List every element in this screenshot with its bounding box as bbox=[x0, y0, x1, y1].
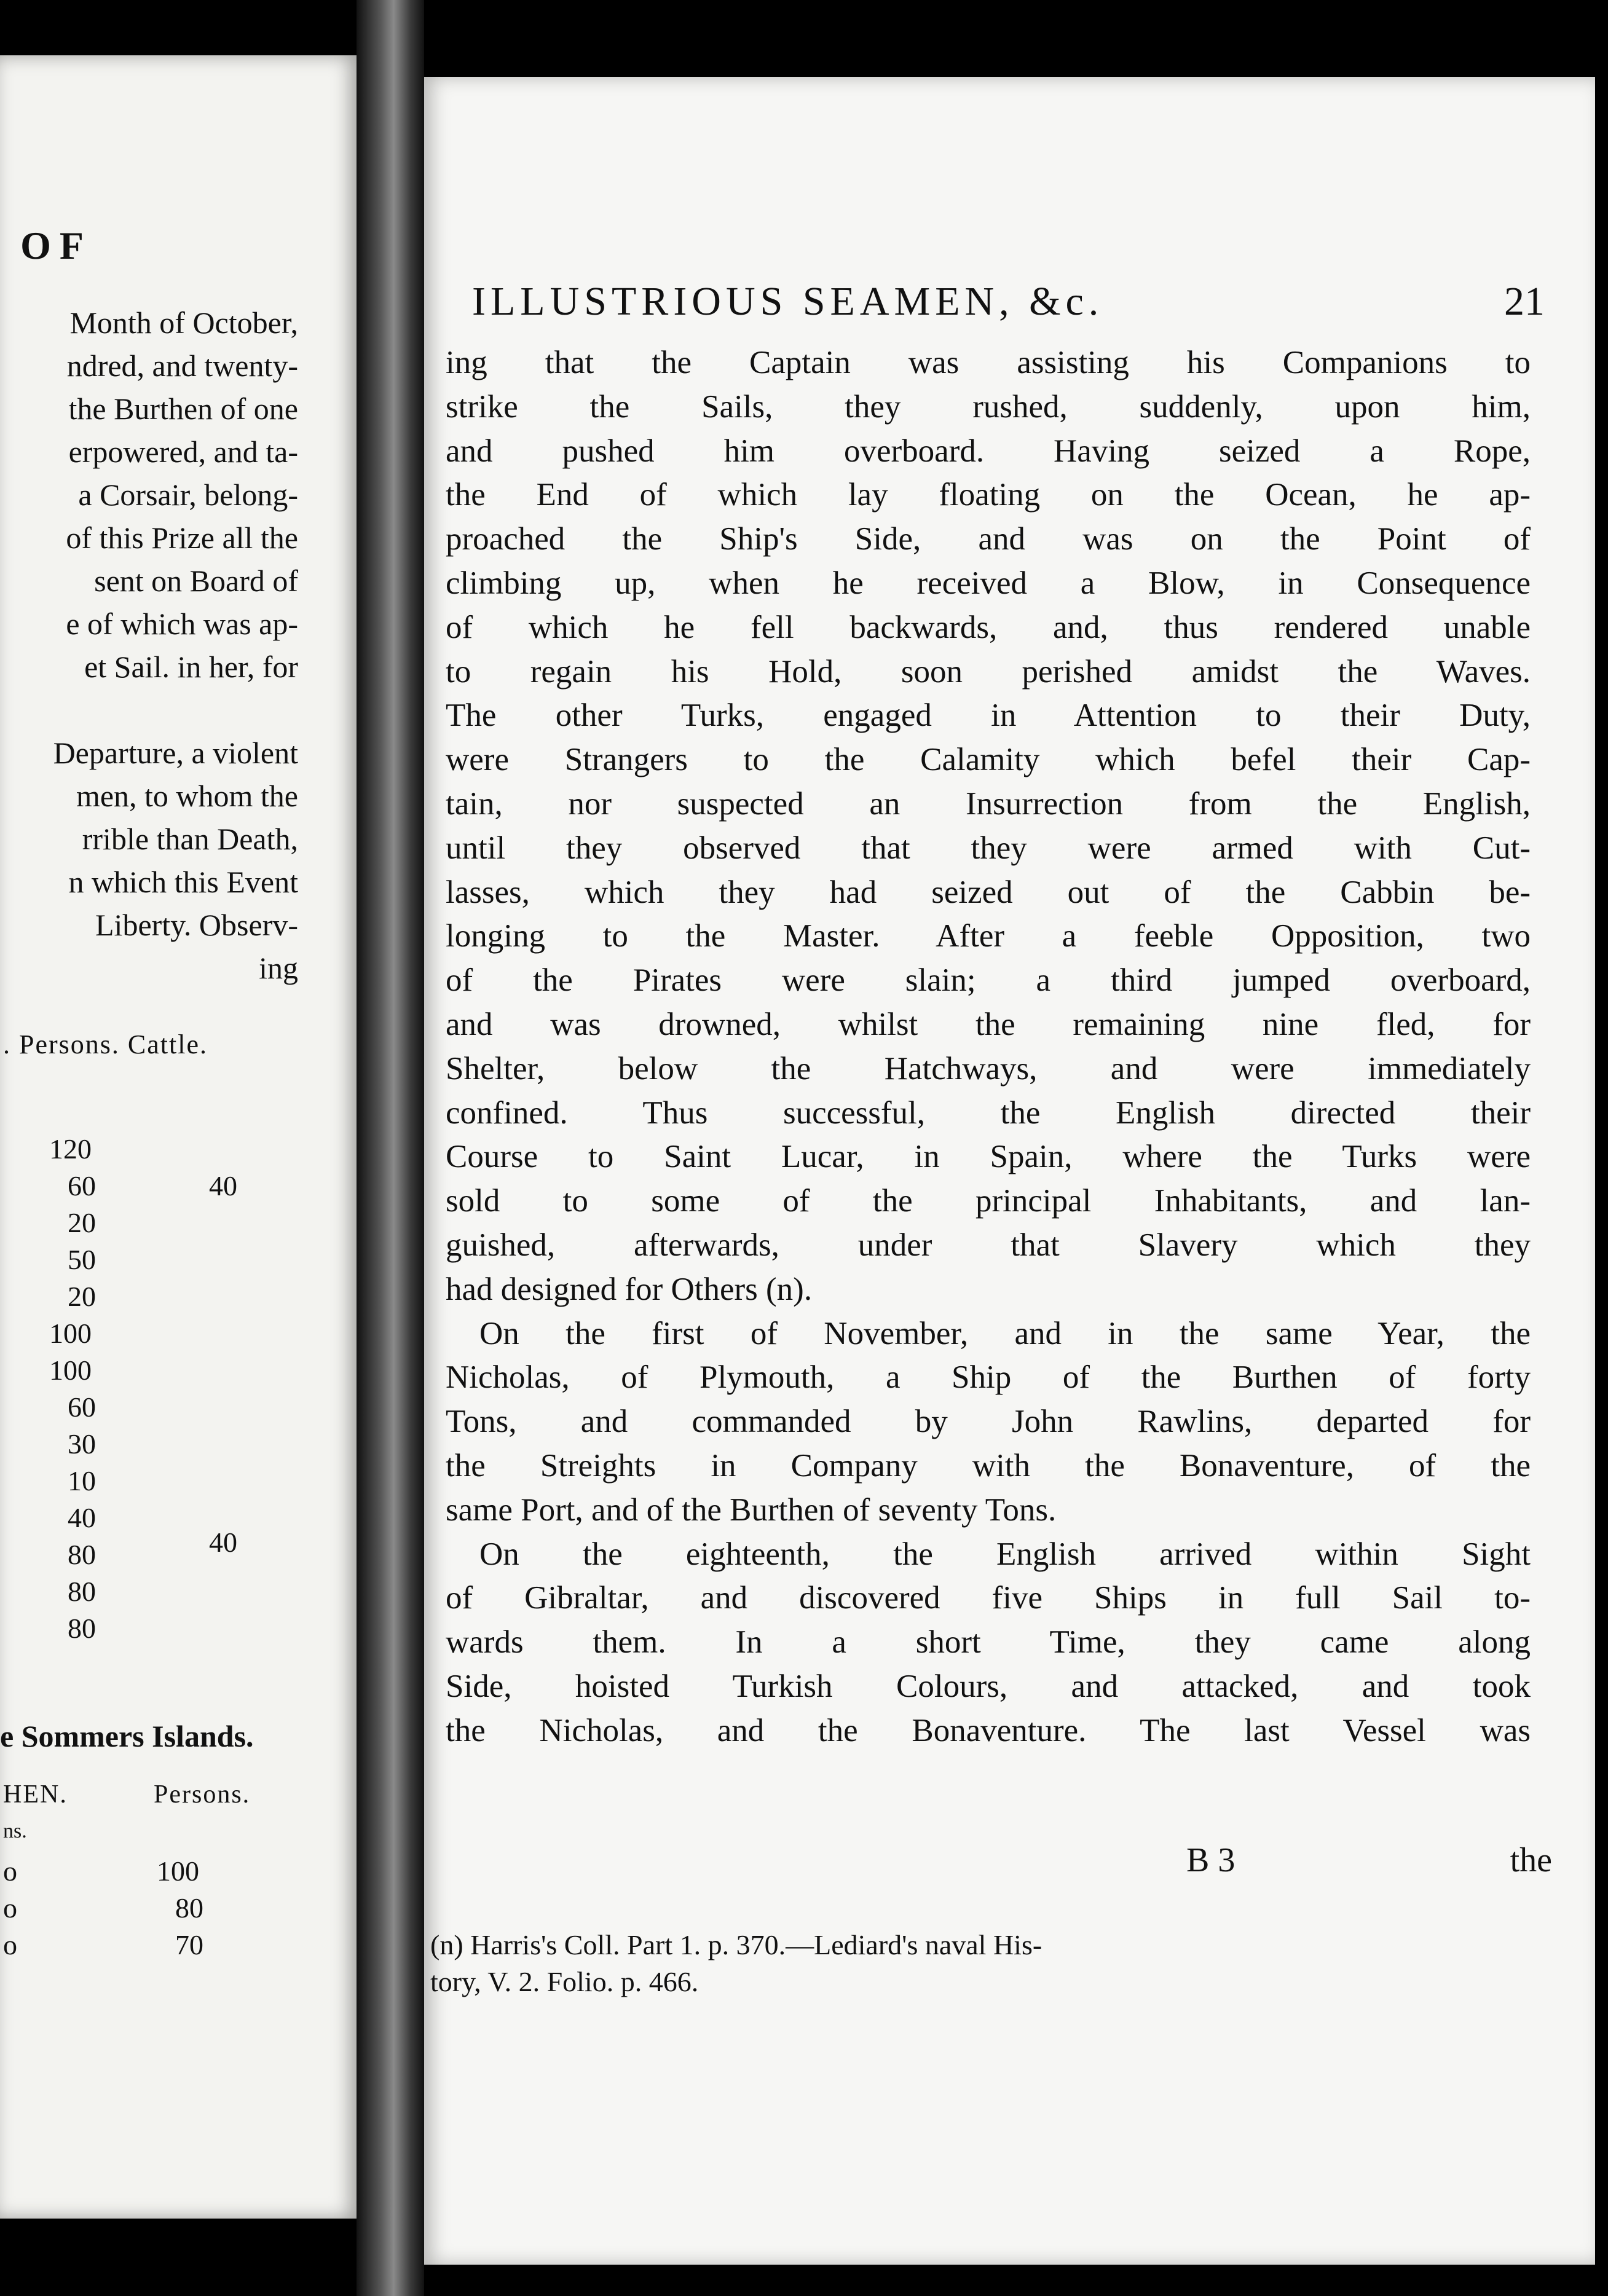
left-table2-header: HEN. bbox=[3, 1780, 68, 1809]
cattle-value: 40 bbox=[209, 1527, 237, 1558]
persons-value: 100 bbox=[49, 1354, 92, 1386]
left-line: Liberty. Observ- bbox=[95, 908, 298, 942]
left-line: ndred, and twenty- bbox=[66, 348, 298, 383]
left-line: sent on Board of bbox=[94, 564, 298, 598]
left-line: Month of October, bbox=[69, 305, 298, 340]
table2-right-value: 100 bbox=[157, 1855, 199, 1887]
persons-value: 80 bbox=[68, 1539, 96, 1570]
text-line: had designed for Others (n). bbox=[446, 1271, 813, 1307]
page-number: 21 bbox=[1504, 279, 1545, 324]
table2-left-value: o bbox=[3, 1855, 17, 1887]
text-line: strike the Sails, they rushed, suddenly, upon him, bbox=[446, 388, 1531, 425]
book-gutter bbox=[357, 0, 424, 2296]
text-line: same Port, and of the Burthen of seventy Tons. bbox=[446, 1492, 1057, 1528]
body-text bbox=[446, 341, 1531, 1753]
text-line: The other Turks, engaged in Attention to their Duty, bbox=[446, 698, 1531, 734]
right-page bbox=[424, 77, 1595, 2265]
persons-value: 120 bbox=[49, 1133, 92, 1165]
text-line: confined. Thus successful, the English directed their bbox=[446, 1095, 1531, 1131]
left-table-header: . Persons. Cattle. bbox=[3, 1029, 208, 1060]
persons-value: 80 bbox=[68, 1576, 96, 1607]
text-line: the End of which lay floating on the Ocean, he ap- bbox=[446, 477, 1531, 513]
persons-value: 60 bbox=[68, 1391, 96, 1423]
text-line: On the first of November, and in the same Year, the bbox=[479, 1315, 1531, 1351]
text-line: climbing up, when he received a Blow, in Consequence bbox=[446, 565, 1531, 601]
left-page bbox=[0, 55, 357, 2219]
text-line: On the eighteenth, the English arrived within Sight bbox=[479, 1536, 1531, 1572]
text-line: lasses, which they had seized out of the Cabbin be- bbox=[446, 874, 1531, 910]
text-line: of Gibraltar, and discovered five Ships in full Sail to- bbox=[446, 1580, 1531, 1616]
table2-left-value: o bbox=[3, 1892, 17, 1924]
running-head bbox=[472, 278, 1545, 325]
running-title: ILLUSTRIOUS SEAMEN, &c. bbox=[472, 279, 1104, 324]
left-line: the Burthen of one bbox=[68, 391, 298, 426]
persons-value: 100 bbox=[49, 1318, 92, 1349]
text-line: Course to Saint Lucar, in Spain, where the Turks were bbox=[446, 1139, 1531, 1175]
left-line: ing bbox=[259, 951, 298, 985]
catchword: the bbox=[1510, 1841, 1552, 1879]
left-subheading: e Sommers Islands. bbox=[0, 1719, 254, 1753]
text-line: ing that the Captain was assisting his Companions to bbox=[446, 345, 1531, 380]
text-line: longing to the Master. After a feeble Opposition, two bbox=[446, 918, 1531, 954]
text-line: Shelter, below the Hatchways, and were immediately bbox=[446, 1050, 1531, 1087]
left-line: rrible than Death, bbox=[82, 822, 298, 856]
text-line: of which he fell backwards, and, thus rendered unable bbox=[446, 609, 1531, 645]
left-page-heading: OF bbox=[20, 224, 92, 267]
table2-left-value: o bbox=[3, 1929, 17, 1960]
footnote-line: (n) Harris's Coll. Part 1. p. 370.—Lediard's naval His- bbox=[430, 1929, 1042, 1960]
text-line: guished, afterwards, under that Slavery which they bbox=[446, 1227, 1531, 1263]
cattle-value: 40 bbox=[209, 1170, 237, 1201]
text-line: to regain his Hold, soon perished amidst the Waves. bbox=[446, 653, 1531, 690]
left-line: of this Prize all the bbox=[66, 521, 298, 555]
text-line: and pushed him overboard. Having seized a Rope, bbox=[446, 433, 1531, 469]
left-line: men, to whom the bbox=[76, 779, 298, 813]
text-line: tain, nor suspected an Insurrection from the English, bbox=[446, 785, 1531, 822]
left-line: erpowered, and ta- bbox=[68, 434, 298, 469]
persons-value: 10 bbox=[68, 1465, 96, 1496]
persons-value: 80 bbox=[68, 1613, 96, 1644]
text-line: until they observed that they were armed with Cut- bbox=[446, 830, 1531, 866]
text-line: sold to some of the principal Inhabitants, and lan- bbox=[446, 1183, 1531, 1219]
persons-value: 60 bbox=[68, 1170, 96, 1201]
table2-right-value: 80 bbox=[175, 1892, 203, 1924]
persons-value: 50 bbox=[68, 1244, 96, 1275]
left-line: a Corsair, belong- bbox=[78, 478, 298, 512]
signature-mark: B 3 bbox=[1186, 1841, 1236, 1879]
left-line: Departure, a violent bbox=[53, 736, 298, 770]
persons-value: 20 bbox=[68, 1281, 96, 1312]
persons-value: 20 bbox=[68, 1207, 96, 1238]
text-line: the Nicholas, and the Bonaventure. The last Vessel was bbox=[446, 1712, 1531, 1748]
persons-value: 30 bbox=[68, 1428, 96, 1460]
text-line: Nicholas, of Plymouth, a Ship of the Burthen of forty bbox=[446, 1359, 1531, 1396]
text-line: were Strangers to the Calamity which befel their Cap- bbox=[446, 742, 1531, 778]
text-line: wards them. In a short Time, they came along bbox=[446, 1624, 1531, 1661]
left-line: et Sail. in her, for bbox=[84, 650, 298, 684]
table2-right-value: 70 bbox=[175, 1929, 203, 1960]
text-line: Tons, and commanded by John Rawlins, departed for bbox=[446, 1404, 1531, 1440]
text-line: the Streights in Company with the Bonaventure, of the bbox=[446, 1447, 1531, 1484]
text-line: of the Pirates were slain; a third jumped overboard, bbox=[446, 962, 1531, 999]
text-line: proached the Ship's Side, and was on the Point of bbox=[446, 521, 1531, 557]
text-line: Side, hoisted Turkish Colours, and attacked, and took bbox=[446, 1668, 1531, 1704]
left-table2-sub: ns. bbox=[3, 1820, 27, 1842]
left-table2-header: Persons. bbox=[154, 1780, 251, 1809]
left-line: n which this Event bbox=[68, 865, 298, 899]
footnote-line: tory, V. 2. Folio. p. 466. bbox=[430, 1966, 699, 1997]
footnote bbox=[430, 1927, 1512, 2000]
text-line: and was drowned, whilst the remaining nine fled, for bbox=[446, 1006, 1531, 1042]
persons-value: 40 bbox=[68, 1502, 96, 1533]
left-line: e of which was ap- bbox=[66, 607, 298, 641]
